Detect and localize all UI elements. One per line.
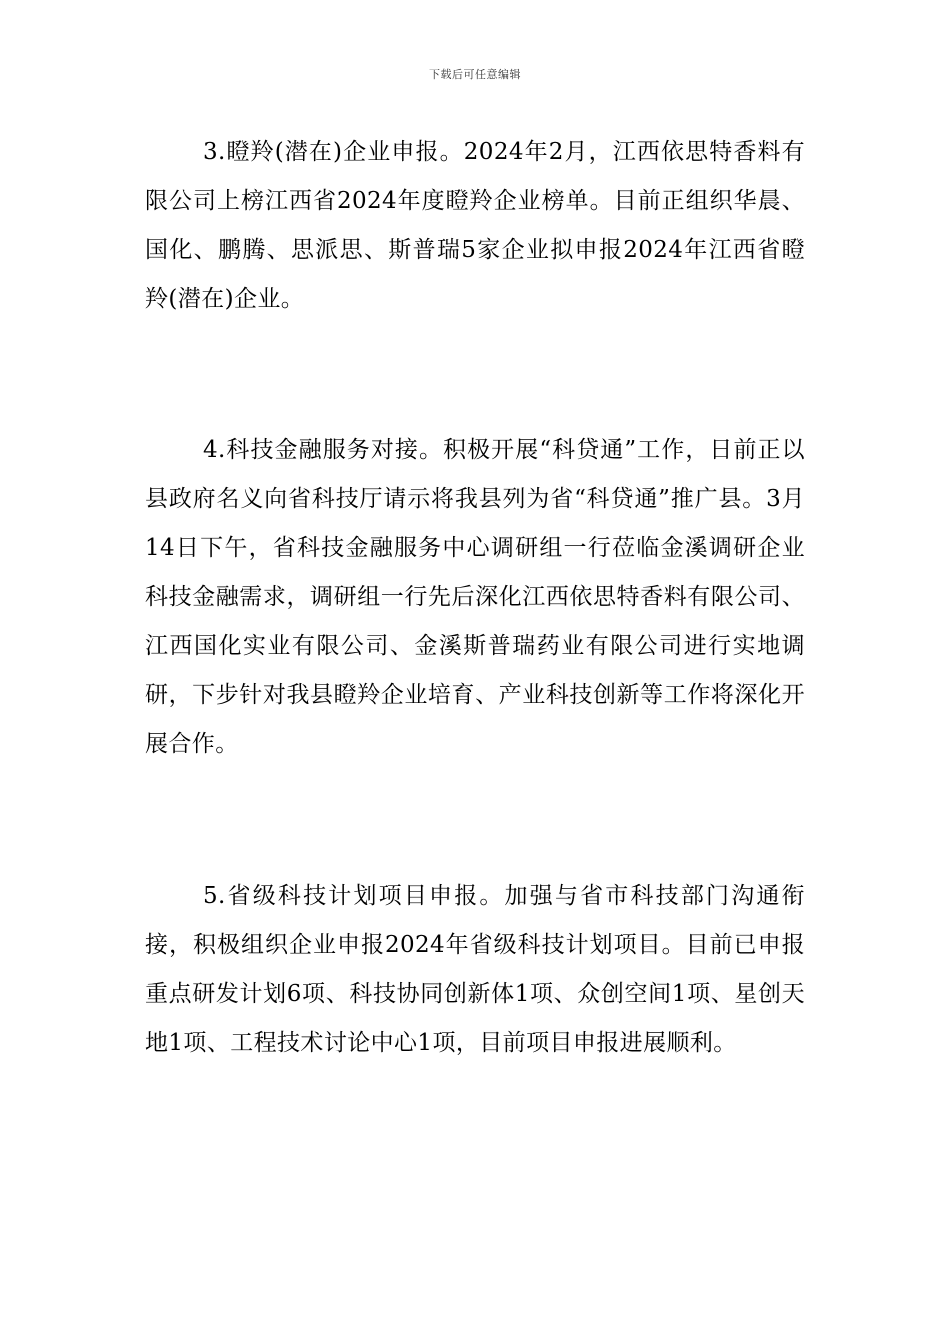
paragraph-provincial-tech-projects: 5.省级科技计划项目申报。加强与省市科技部门沟通衔接，积极组织企业申报2024年省级科技计划项目。目前已申报重点研发计划6项、科技协同创新体1项、众创空间1项、星创天地1项、工程技术讨论中心1项，目前项目申报进展顺利。 [145,883,805,1056]
paragraph-gazelle-enterprise-application: 3.瞪羚(潜在)企业申报。2024年2月，江西依思特香料有限公司上榜江西省2024年度瞪羚企业榜单。目前正组织华晨、国化、鹏腾、思派思、斯普瑞5家企业拟申报2024年江西省瞪羚(潜在)企业。 [145,139,805,312]
download-note: 下载后可任意编辑 [429,68,521,81]
paragraph-tech-finance-service: 4.科技金融服务对接。积极开展“科贷通”工作，日前正以县政府名义向省科技厅请示将我县列为省“科贷通”推广县。3月14日下午，省科技金融服务中心调研组一行莅临金溪调研企业科技金融需求，调研组一行先后深化江西依思特香料有限公司、江西国化实业有限公司、金溪斯普瑞药业有限公司进行实地调研，下步针对我县瞪羚企业培育、产业科技创新等工作将深化开展合作。 [145,437,805,757]
